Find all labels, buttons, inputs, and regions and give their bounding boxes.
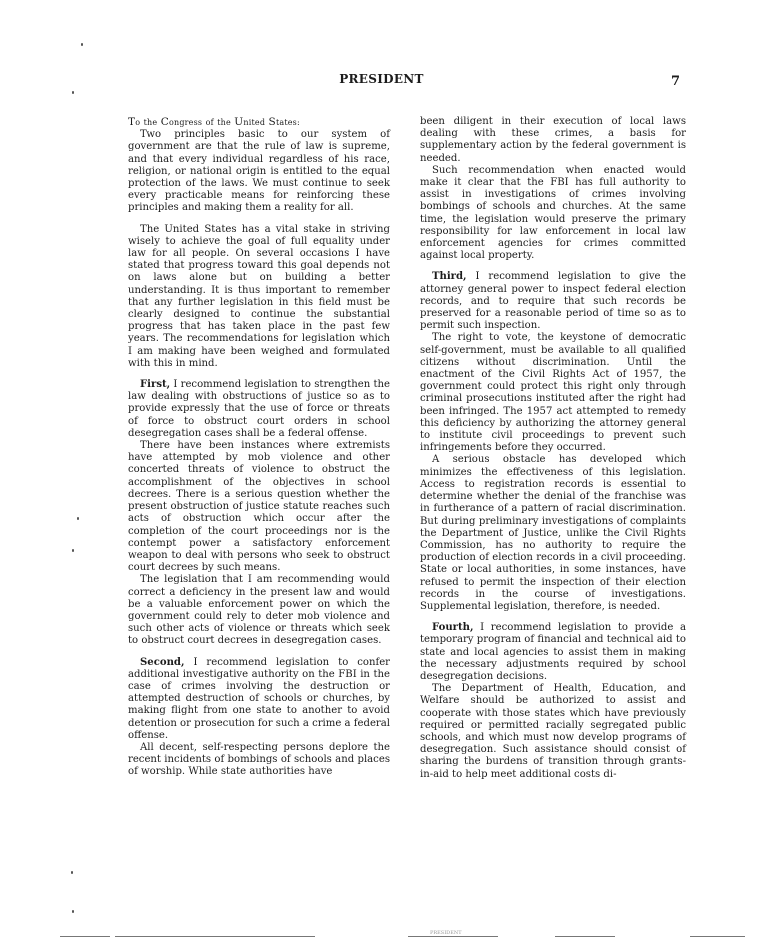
- scan-mark: [72, 910, 74, 913]
- footer-rule: [555, 936, 615, 937]
- scan-mark: [81, 43, 83, 46]
- salutation: To the Congress of the United States:: [128, 116, 300, 128]
- footer-rule: [690, 936, 745, 937]
- footer-rule: [115, 936, 315, 937]
- paragraph-continuation: been diligent in their execution of local laws dealing with these crimes, a basis for supplementary action by the federal government is needed.: [420, 116, 686, 164]
- paragraph-first-recommendation: First, I recommend legislation to strengthen the law dealing with obstructions of justice so as to provide expressly that the use of force or threats of force to obstruct court orders in school desegregation cases shall be a federal offense.: [128, 379, 390, 439]
- page-number: 7: [671, 74, 681, 89]
- scan-mark: [72, 549, 74, 552]
- footer-rule: [408, 936, 498, 937]
- paragraph-fbi-authority: Such recommendation when enacted would make it clear that the FBI has full authority to assist in investigations of crimes involving bombings of schools and churches. At the same time, the legislation would preserve the primary responsibility for law enforcement in local law enforcement agencies for crimes committed against local property.: [420, 164, 686, 262]
- paragraph-second-recommendation: Second, I recommend legislation to confer additional investigative authority on the FBI in the case of crimes involving the destruction or attempted destruction of schools or churches, by making flight from one state to another to avoid detention or prosecution for such a crime a federal offense.: [128, 656, 390, 741]
- paragraph-fourth-recommendation: Fourth, I recommend legislation to provide a temporary program of financial and technical aid to state and local agencies to assist them in making the necessary adjustments required by school desegregation decisions.: [420, 622, 686, 682]
- scan-mark: [77, 517, 79, 520]
- left-column: [128, 116, 390, 779]
- paragraph-bombings: All decent, self-respecting persons deplore the recent incidents of bombings of schools and places of worship. While state authorities have: [128, 741, 390, 778]
- paragraph-right-to-vote: The right to vote, the keystone of democratic self-government, must be available to all qualified citizens without discrimination. Until the enactment of the Civil Rights Act of 1957, the government could protect this right only through criminal prosecutions instituted after the right had been infringed. The 1957 act attempted to remedy this deficiency by authorizing the attorney general to institute civil proceedings to prevent such infringements before they occurred.: [420, 332, 686, 454]
- paragraph-extremists: There have been instances where extremists have attempted by mob violence and other concerted threats of violence to obstruct the accomplishment of the objectives in school decrees. There is a serious question whether the present obstruction of justice statute reaches such acts of obstruction which occur after the completion of the court proceedings nor is the contempt power a satisfactory enforcement weapon to deal with persons who seek to obstruct court decrees by such means.: [128, 440, 390, 574]
- paragraph-hew-assistance: The Department of Health, Education, and Welfare should be authorized to assist and cooperate with those states which have previously required or permitted racially segregated public schools, and which must now develop programs of desegregation. Such assistance should consist of sharing the burdens of transition through grants-in-aid to help meet additional costs di-: [420, 683, 686, 780]
- running-header: PRESIDENT: [339, 72, 424, 86]
- footer-text: PRESIDENT: [430, 930, 462, 936]
- paragraph-principles: Two principles basic to our system of government are that the rule of law is supreme, and that every individual regardless of his race, religion, or national origin is entitled to the equal protection of the laws. We must continue to seek every practicable means for reinforcing these principles and making them a reality for all.: [128, 129, 390, 214]
- footer-rule: [60, 936, 110, 937]
- scan-mark: [71, 871, 73, 874]
- paragraph-serious-obstacle: A serious obstacle has developed which minimizes the effectiveness of this legislation. Access to registration records is essential to determine whether the denial of the franchise was in furtherance of a pattern of racial discrimination. But during preliminary investigations of complaints the Department of Justice, unlike the Civil Rights Commission, has no authority to require the production of election records in a civil proceeding. State or local authorities, in some instances, have refused to permit the inspection of their election records in the course of investigations. Supplemental legislation, therefore, is needed.: [420, 454, 686, 612]
- scan-mark: [72, 91, 74, 94]
- right-column: [420, 116, 686, 781]
- paragraph-vital-stake: The United States has a vital stake in striving wisely to achieve the goal of full equality under law for all people. On several occasions I have stated that progress toward this goal depends not on laws alone but on building a better understanding. It is thus important to remember that any further legislation in this field must be clearly designed to continue the substantial progress that has taken place in the past few years. The recommendations for legislation which I am making have been weighed and formulated with this in mind.: [128, 223, 390, 369]
- paragraph-deficiency: The legislation that I am recommending would correct a deficiency in the present law and would be a valuable enforcement power on which the government could rely to deter mob violence and such other acts of violence or threats which seek to obstruct court decrees in desegregation cases.: [128, 574, 390, 647]
- paragraph-third-recommendation: Third, I recommend legislation to give the attorney general power to inspect federal election records, and to require that such records be preserved for a reasonable period of time so as to permit such inspection.: [420, 271, 686, 332]
